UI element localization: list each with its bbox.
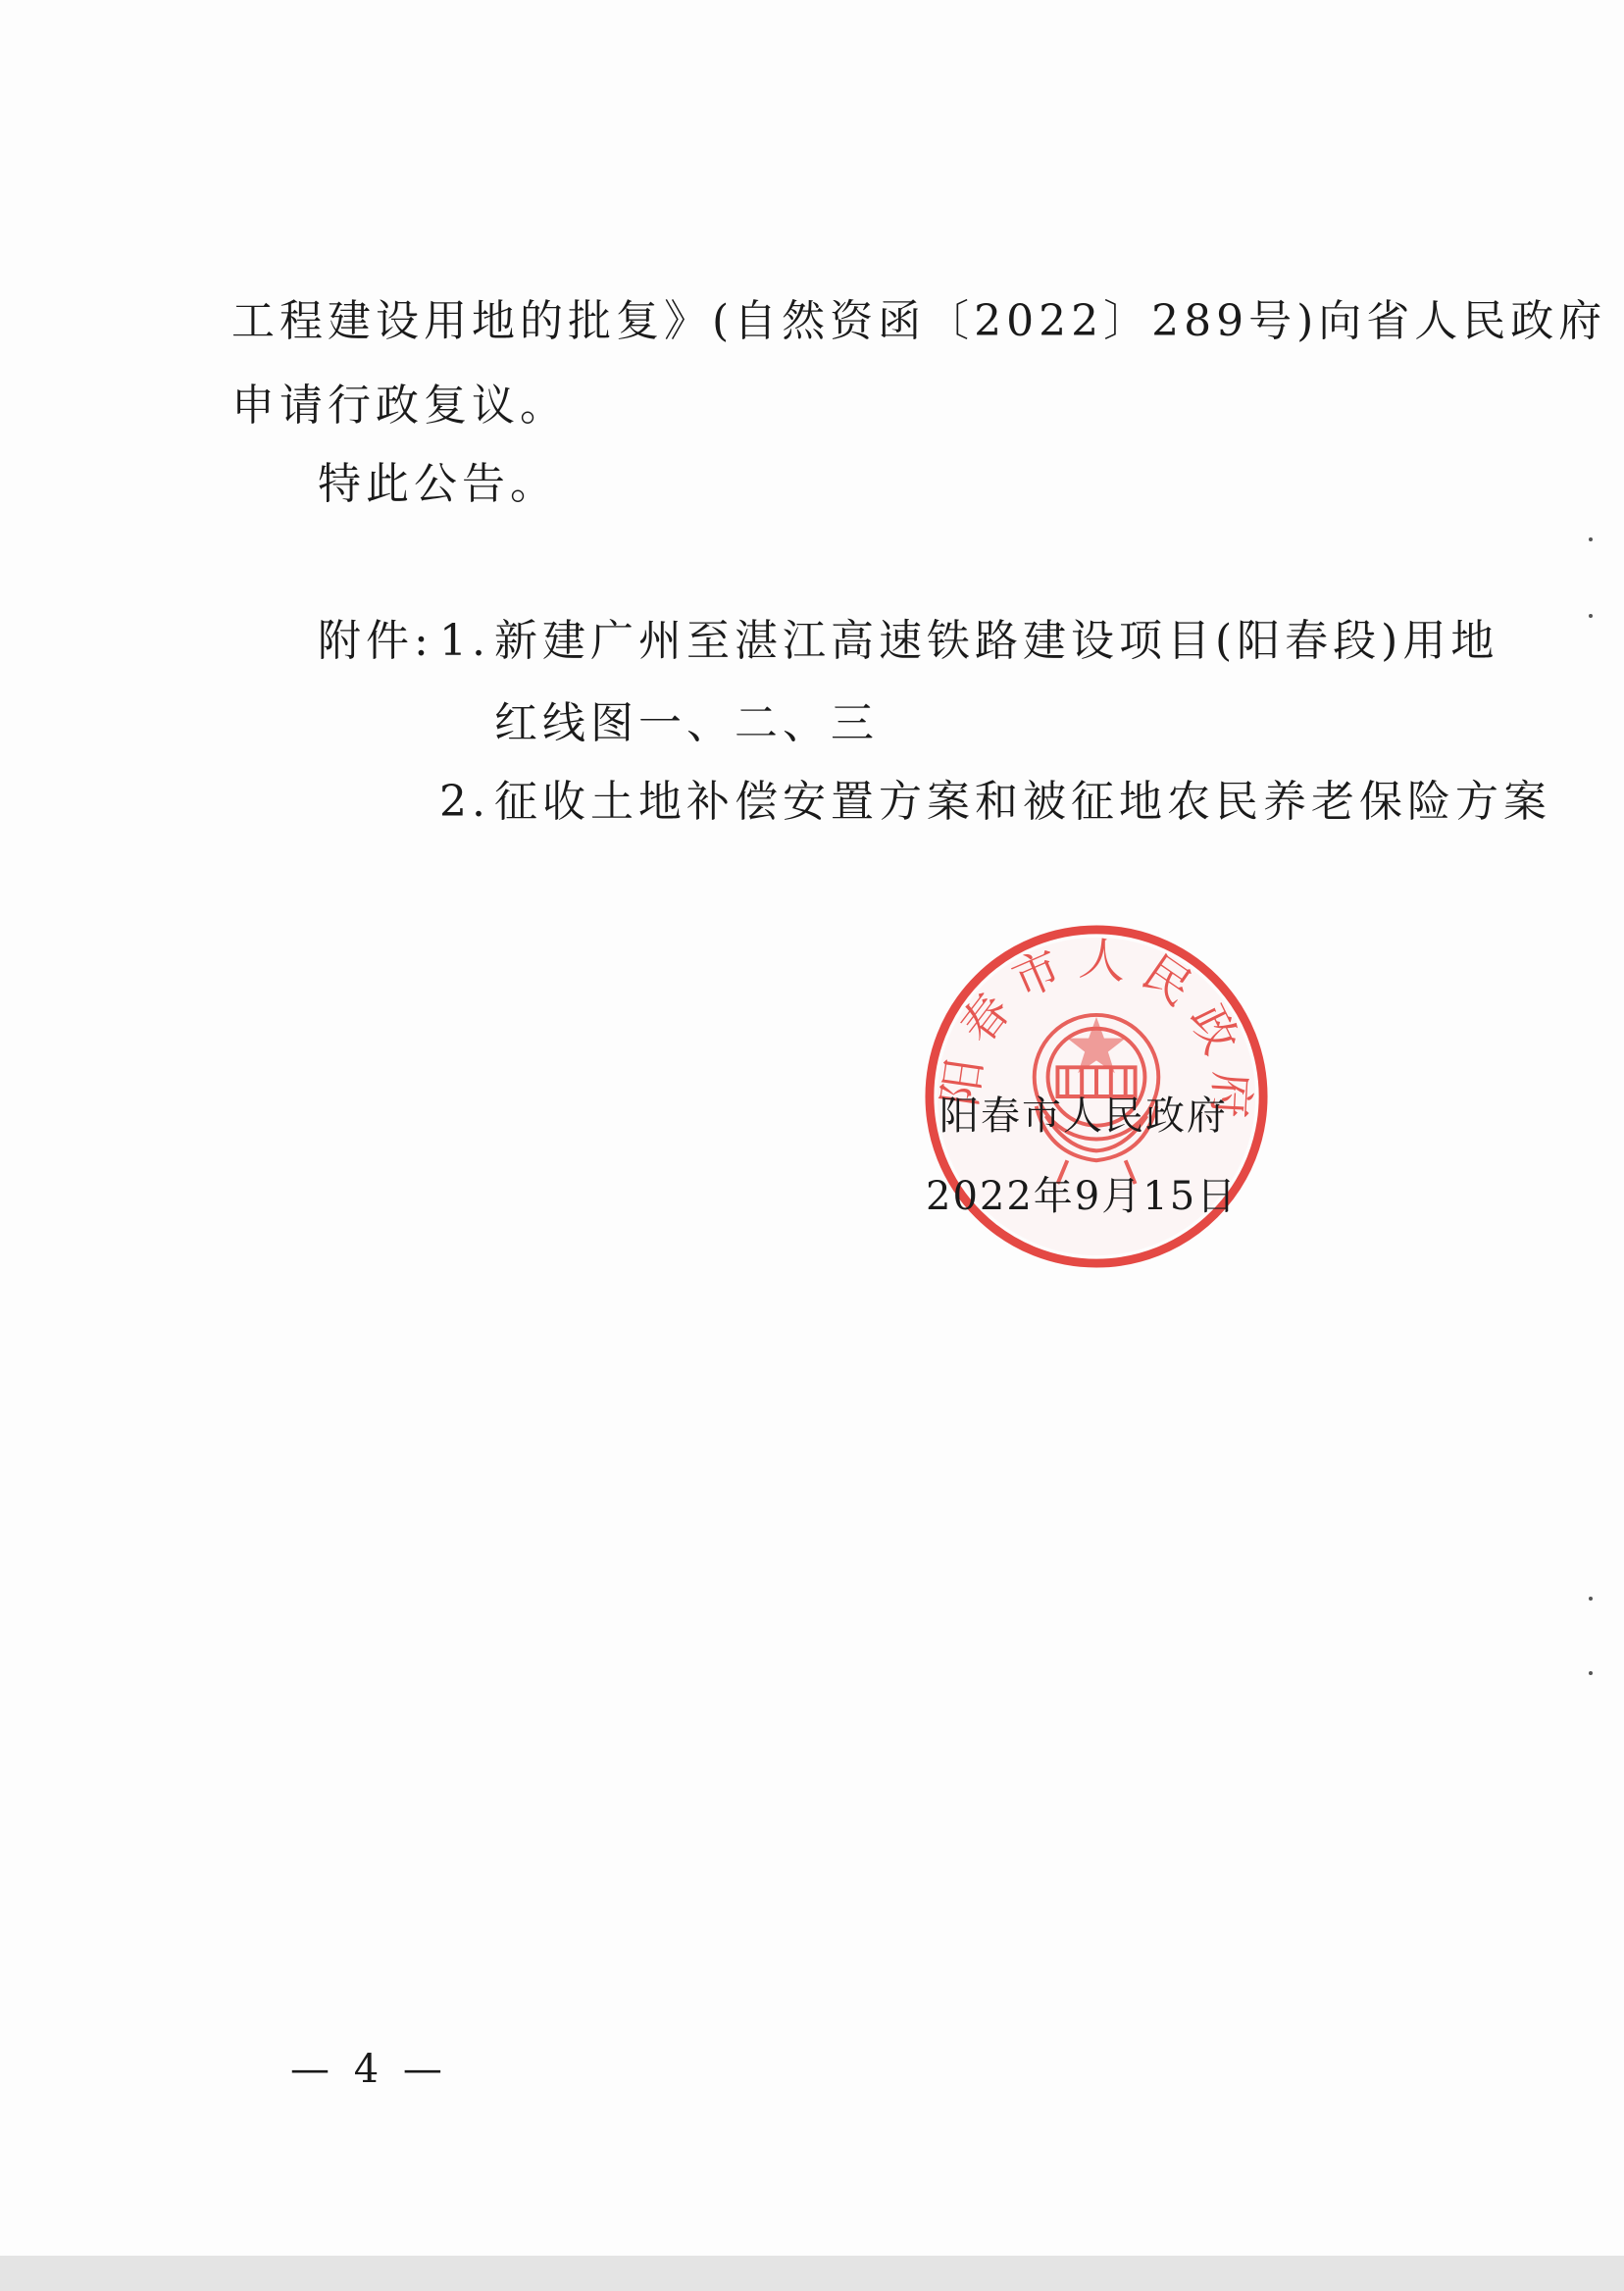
scan-bottom-edge <box>0 2256 1624 2291</box>
attachment-2-number: 2. <box>439 777 490 827</box>
attachment-1-number: 1. <box>439 616 490 666</box>
svg-text:阳春市人民政府: 阳春市人民政府 <box>933 932 1259 1134</box>
attachments-label: 附件: <box>318 616 433 666</box>
signature-organization: 阳春市人民政府 <box>939 1094 1228 1139</box>
attachment-1-text-line-1: 新建广州至湛江高速铁路建设项目(阳春段)用地 <box>494 616 1499 666</box>
body-line-1: 工程建设用地的批复》(自然资函〔2022〕289号)向省人民政府 <box>231 296 1607 346</box>
scan-speck <box>1589 537 1593 541</box>
scan-speck <box>1589 1597 1593 1601</box>
signature-date: 2022年9月15日 <box>926 1174 1239 1219</box>
page-number: — 4 — <box>290 2047 448 2092</box>
body-line-2: 申请行政复议。 <box>231 381 568 431</box>
attachment-1-text-line-2: 红线图一、二、三 <box>494 698 879 748</box>
closing-text: 特此公告。 <box>318 459 558 509</box>
scan-speck <box>1589 1671 1593 1675</box>
attachment-2-text: 征收土地补偿安置方案和被征地农民养老保险方案 <box>494 777 1551 827</box>
scan-speck <box>1589 614 1593 618</box>
